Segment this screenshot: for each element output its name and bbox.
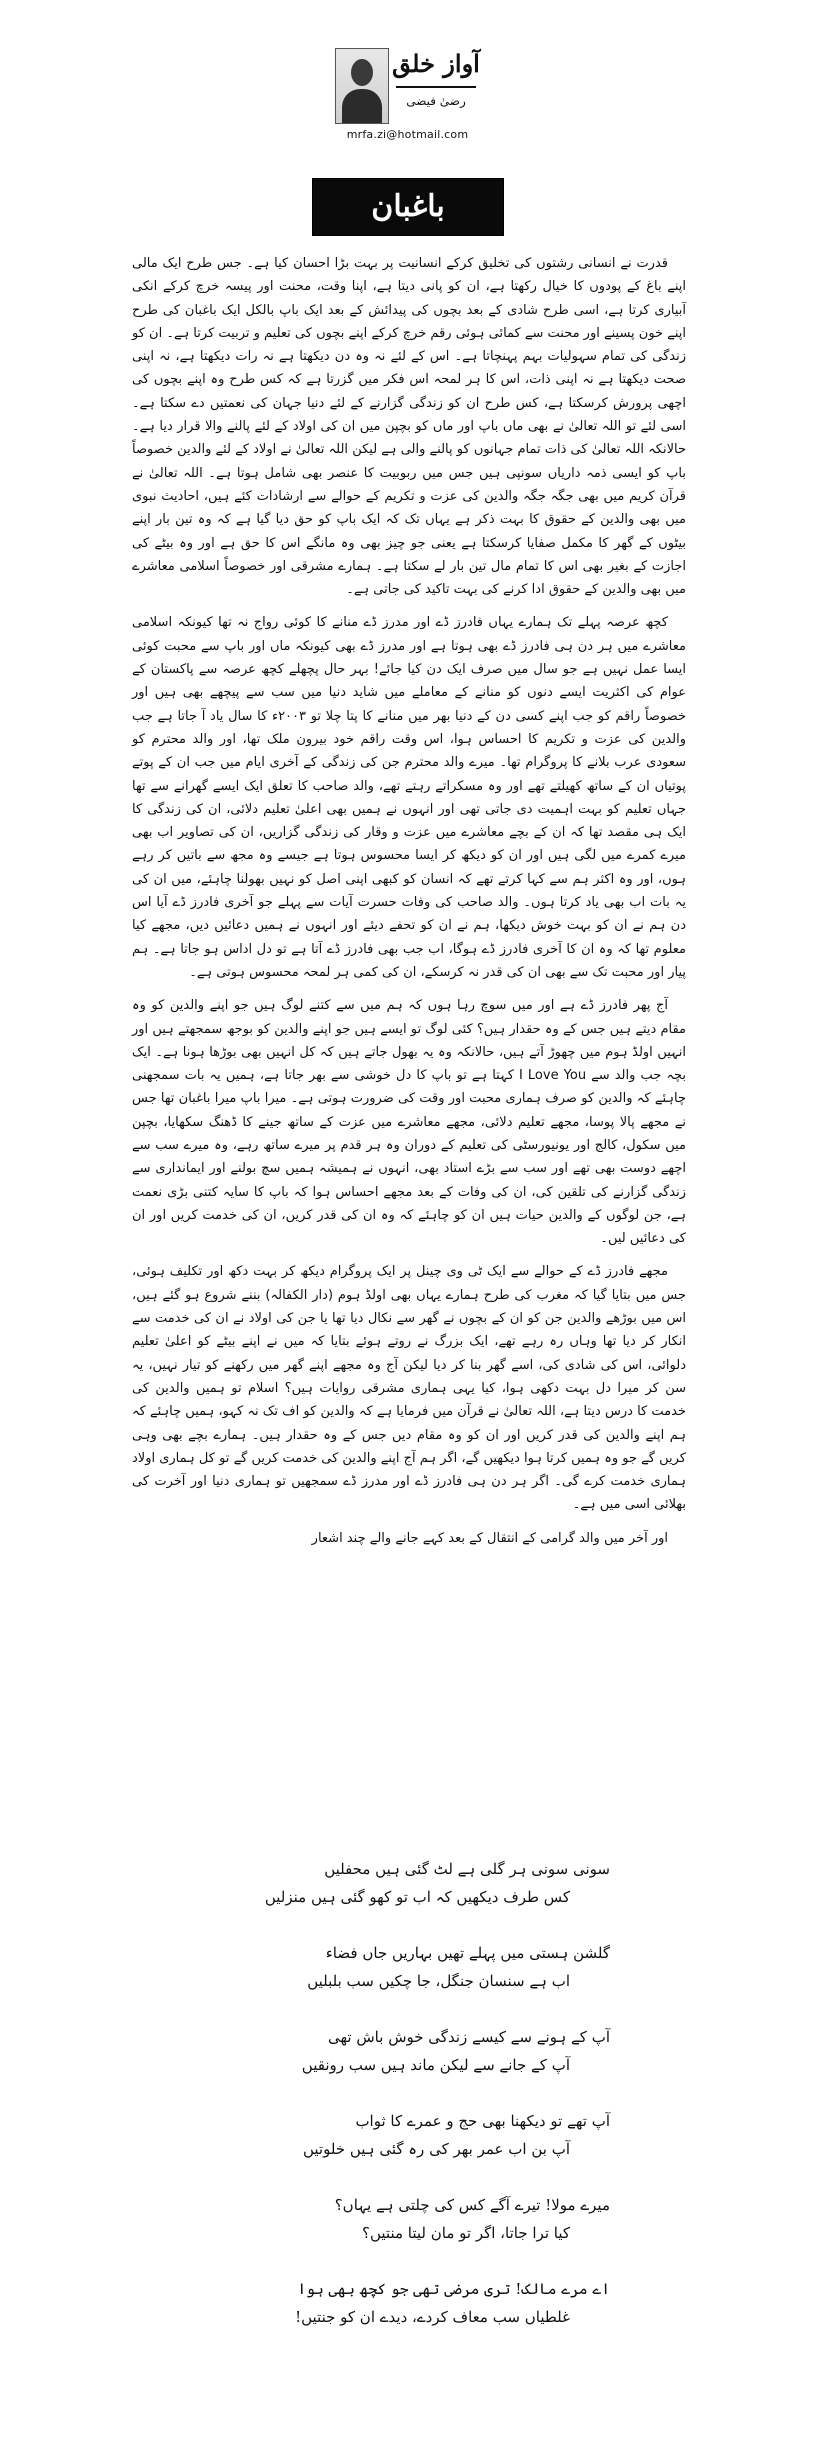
poem-stanza — [210, 2191, 610, 2247]
poem-stanza — [210, 2107, 610, 2163]
poem-stanza — [210, 1855, 610, 1911]
column-name: آواز خلق — [392, 49, 480, 78]
article-title: باغبان — [371, 189, 445, 224]
poem-line: غلطیاں سب معاف کردے، دیدے ان کو جنتیں! — [295, 2308, 570, 2326]
author-name: رضیٰ فیضی — [406, 94, 466, 108]
article-paragraph: کچھ عرصہ پہلے تک ہمارے یہاں فادرز ڈے اور مدرز ڈے منانے کا کوئی رواج نہ تھا کیونکہ اسلامی معاشرے میں ہر دن ہی فادرز ڈے بھی ہوتا ہے اور مدرز ڈے بھی کیونکہ ماں اور باپ سے محبت کوئی ایسا عمل نہیں ہے جو سال میں صرف ایک دن کیا جائے! بہر حال پچھلے کچھ عرصہ سے پاکستان کے عوام کی اکثریت ایسے دنوں کو منانے کے معاملے میں شاید دنیا میں سب سے پیچھے بھی ہیں اور خصوصاً راقم کو جب اپنے کسی دن کے دنیا بھر میں منانے کا پتا چلا تو ۲۰۰۳ء کا سال یاد آ جاتا ہے جب والدین کی عزت و تکریم کا احساس ہوا، اس وقت راقم خود بیرون ملک تھا، اور والد محترم کو سعودی عرب بلانے کا پروگرام تھا۔ میرے والد محترم جن کی زندگی کے آخری ایام میں جب ان کے پوتے پوتیاں ان کے ساتھ کھیلتے تھے اور وہ مسکراتے رہتے تھے، والد صاحب کا تعلق ایک ایسے گھرانے سے تھا جہاں تعلیم کو بہت اہمیت دی جاتی تھی اور انہوں نے ہمیں بھی اعلیٰ تعلیم دلائی، ان کی زندگی کا ایک ہی مقصد تھا کہ ان کے بچے معاشرے میں عزت و وقار کی زندگی گزاریں، ان کی تصاویر اب بھی میرے کمرے میں لگی ہیں اور ان کو دیکھ کر ایسا محسوس ہوتا ہے جیسے وہ مجھ سے باتیں کر رہے ہوں، اور وہ اکثر ہم سے کہا کرتے تھے کہ انسان کو کبھی اپنی اصل کو نہیں بھولنا چاہئے، میں ان کی یہ بات اب بھی یاد کرتا ہوں۔ والد صاحب کی وفات حسرت آیات سے پہلے جو آخری فادرز ڈے آیا اس دن ہم نے ان کو بہت خوش دیکھا، ہم نے ان کو تحفے دیئے اور انہوں نے ہمیں دعائیں دیں، مجھے کیا معلوم تھا کہ وہ ان کا آخری فادرز ڈے ہوگا، اب جب بھی فادرز ڈے آتا ہے تو دل اداس ہو جاتا ہے۔ ہم پیار اور محبت تک سے بھی ان کی قدر نہ کرسکے، ان کی کمی ہر لمحہ محسوس ہوتی ہے۔ — [132, 615, 686, 980]
column-masthead — [335, 48, 480, 163]
poem-line: اب ہے سنسان جنگل، جا چکیں سب بلبلیں — [307, 1972, 570, 1990]
poem-stanza — [210, 2275, 610, 2331]
poem-line: کیا ترا جاتا، اگر تو مان لیتا منتیں؟ — [362, 2224, 570, 2242]
article-paragraph: قدرت نے انسانی رشتوں کی تخلیق کرکے انسانیت پر بہت بڑا احسان کیا ہے۔ جس طرح ایک مالی اپنے باغ کے پودوں کا خیال رکھتا ہے، ان کو پانی دیتا ہے، اپنا وقت، محنت اور پیسہ خرچ کرکے انکی آبیاری کرتا ہے، اسی طرح شادی کے بعد بچوں کی پیدائش کے بعد ایک باپ بالکل ایک باغبان کی طرح اپنے خون پسینے اور محنت سے کمائی ہوئی رقم خرچ کرکے اپنے بچوں کی تعلیم و تربیت کرتا ہے۔ ان کو زندگی کی تمام سہولیات بہم پہنچاتا ہے۔ اس کے لئے نہ وہ دن دیکھتا ہے نہ رات دیکھتا ہے، نہ اپنی صحت دیکھتا ہے نہ اپنی ذات، اس کا ہر لمحہ اس فکر میں گزرتا ہے کہ کس طرح وہ اپنے بچوں کی اچھی پرورش کرسکتا ہے، کس طرح ان کو زندگی گزارنے کے لئے دنیا جہان کی نعمتیں دے سکتا ہے۔ اسی لئے تو اللہ تعالیٰ نے بھی ماں باپ اور ماں کو بچپن میں ان کی اولاد کے لئے پالنے والا قرار دیا ہے۔ حالانکہ اللہ تعالیٰ کی ذات تمام جہانوں کو پالنے والی ہے لیکن اللہ تعالیٰ نے اولاد کے لئے والدین خصوصاً باپ کو ایسی ذمہ داریاں سونپی ہیں جس میں ربوبیت کا عنصر بھی شامل ہوتا ہے۔ اللہ تعالیٰ نے قرآن کریم میں بھی جگہ جگہ والدین کی عزت و تکریم کے حوالے سے ارشادات کئے ہیں، احادیث نبوی میں بھی والدین کے حقوق کا بہت ذکر ہے یہاں تک کہ ایک باپ کو حق دیا گیا ہے کہ وہ تین بار اپنے بیٹوں کے گھر کا مکمل صفایا کرسکتا ہے یعنی جو چیز بھی وہ مانگے اس کا حق ہے اور وہ بیٹے کی اجازت کے بغیر بھی اس کا تمام مال تین بار لے سکتا ہے۔ ہمارے مشرقی اور خصوصاً اسلامی معاشرے میں بھی والدین کے حقوق ادا کرنے کی بہت تاکید کی جاتی ہے۔ — [132, 256, 686, 598]
article-body — [132, 252, 686, 1560]
author-photo — [335, 48, 389, 124]
poem-line: میرے مولا! تیرے آگے کس کی چلتی ہے یہاں؟ — [334, 2196, 610, 2214]
poem — [210, 1855, 610, 2359]
author-email: mrfa.zi@hotmail.com — [346, 128, 469, 141]
poem-line: آپ کے جانے سے لیکن ماند ہیں سب رونقیں — [301, 2056, 570, 2074]
poem-stanza — [210, 2023, 610, 2079]
poem-line: آپ بن اب عمر بھر کی رہ گئی ہیں خلوتیں — [302, 2140, 570, 2158]
article-paragraph: مجھے فادرز ڈے کے حوالے سے ایک ٹی وی چینل پر ایک پروگرام دیکھ کر بہت دکھ اور تکلیف ہوئی، جس میں بتایا گیا کہ مغرب کی طرح ہمارے یہاں بھی اولڈ ہوم (دار الکفالہ) بننے شروع ہو گئے ہیں، اس میں بوڑھے والدین جن کو ان کے بچوں نے گھر سے نکال دیا تھا یا جن کی اولاد نے ان کی خدمت سے انکار کر دیا تھا وہاں رہ رہے تھے، ایک بزرگ نے روتے ہوئے بتایا کہ میں نے اپنے بیٹے کو اعلیٰ تعلیم دلوائی، اس کی شادی کی، اسے گھر بنا کر دیا لیکن آج وہ مجھے اپنے گھر میں رکھنے کو تیار نہیں، یہ سن کر میرا دل بہت دکھی ہوا، کیا یہی ہماری مشرقی روایات ہیں؟ اسلام تو ہمیں والدین کی خدمت کا درس دیتا ہے، اللہ تعالیٰ نے قرآن میں فرمایا ہے کہ والدین کو اف تک نہ کہو، ہمیں چاہئے کہ ہم اپنے والدین کی قدر کریں اور ان کو وہ مقام دیں جس کے وہ حقدار ہیں۔ ہمارے بچے بھی وہی کریں گے جو وہ ہمیں کرتا ہوا دیکھیں گے، اگر ہم آج اپنے والدین کی خدمت کریں گے تو کل ہماری اولاد ہماری خدمت کرے گی۔ اگر ہر دن ہی فادرز ڈے اور مدرز ڈے سمجھیں تو ہماری دنیا اور آخرت کی بھلائی اسی میں ہے۔ — [132, 1264, 686, 1513]
column-name-underline — [396, 86, 476, 88]
article-title-box — [312, 178, 504, 236]
poem-intro: اور آخر میں والد گرامی کے انتقال کے بعد کہے جانے والے چند اشعار — [311, 1530, 668, 1546]
poem-line: کس طرف دیکھیں کہ اب تو کھو گئی ہیں منزلیں — [264, 1888, 570, 1906]
poem-line: اے مرے مالک! تری مرضی تھی جو کچھ بھی ہوا — [297, 2280, 610, 2298]
poem-line: گلشن ہستی میں پہلے تھیں بہاریں جاں فضاء — [325, 1944, 610, 1962]
poem-line: سونی سونی ہر گلی ہے لٹ گئی ہیں محفلیں — [324, 1860, 610, 1878]
poem-stanza — [210, 1939, 610, 1995]
poem-line: آپ تھے تو دیکھنا بھی حج و عمرے کا ثواب — [355, 2112, 610, 2130]
poem-line: آپ کے ہونے سے کیسے زندگی خوش باش تھی — [328, 2028, 610, 2046]
article-paragraph: آج پھر فادرز ڈے ہے اور میں سوچ رہا ہوں کہ ہم میں سے کتنے لوگ ہیں جو اپنے والدین کو وہ مقام دیتے ہیں جس کے وہ حقدار ہیں؟ کئی لوگ تو ایسے ہیں جو اپنے والدین کو بوجھ سمجھتے ہیں اور انہیں اولڈ ہوم میں چھوڑ آتے ہیں، حالانکہ وہ یہ بھول جاتے ہیں کہ کل انہیں بھی بوڑھا ہونا ہے۔ ایک بچہ جب والد سے I Love You کہتا ہے تو باپ کا دل خوشی سے بھر جاتا ہے، ہمیں یہ بات سمجھنی چاہئے کہ والدین کو صرف ہماری محبت اور وقت کی ضرورت ہوتی ہے۔ میرا باپ میرا باغبان تھا جس نے مجھے پالا پوسا، مجھے تعلیم دلائی، مجھے معاشرے میں عزت کے ساتھ جینے کا ڈھنگ سکھایا، بچپن میں سکول، کالج اور یونیورسٹی کی تعلیم کے دوران وہ ہر قدم پر میرے ساتھ رہے، وہ میرے سب سے اچھے دوست بھی تھے اور سب سے بڑے استاد بھی، انہوں نے ہمیشہ ہمیں سچ بولنے اور ایمانداری سے زندگی گزارنے کی تلقین کی، ان کی وفات کے بعد مجھے احساس ہوا کہ باپ کا سایہ کتنی بڑی نعمت ہے، جن لوگوں کے والدین حیات ہیں ان کو چاہئے کہ وہ ان کی قدر کریں، ان کی خدمت کریں اور ان کی دعائیں لیں۔ — [132, 998, 686, 1247]
